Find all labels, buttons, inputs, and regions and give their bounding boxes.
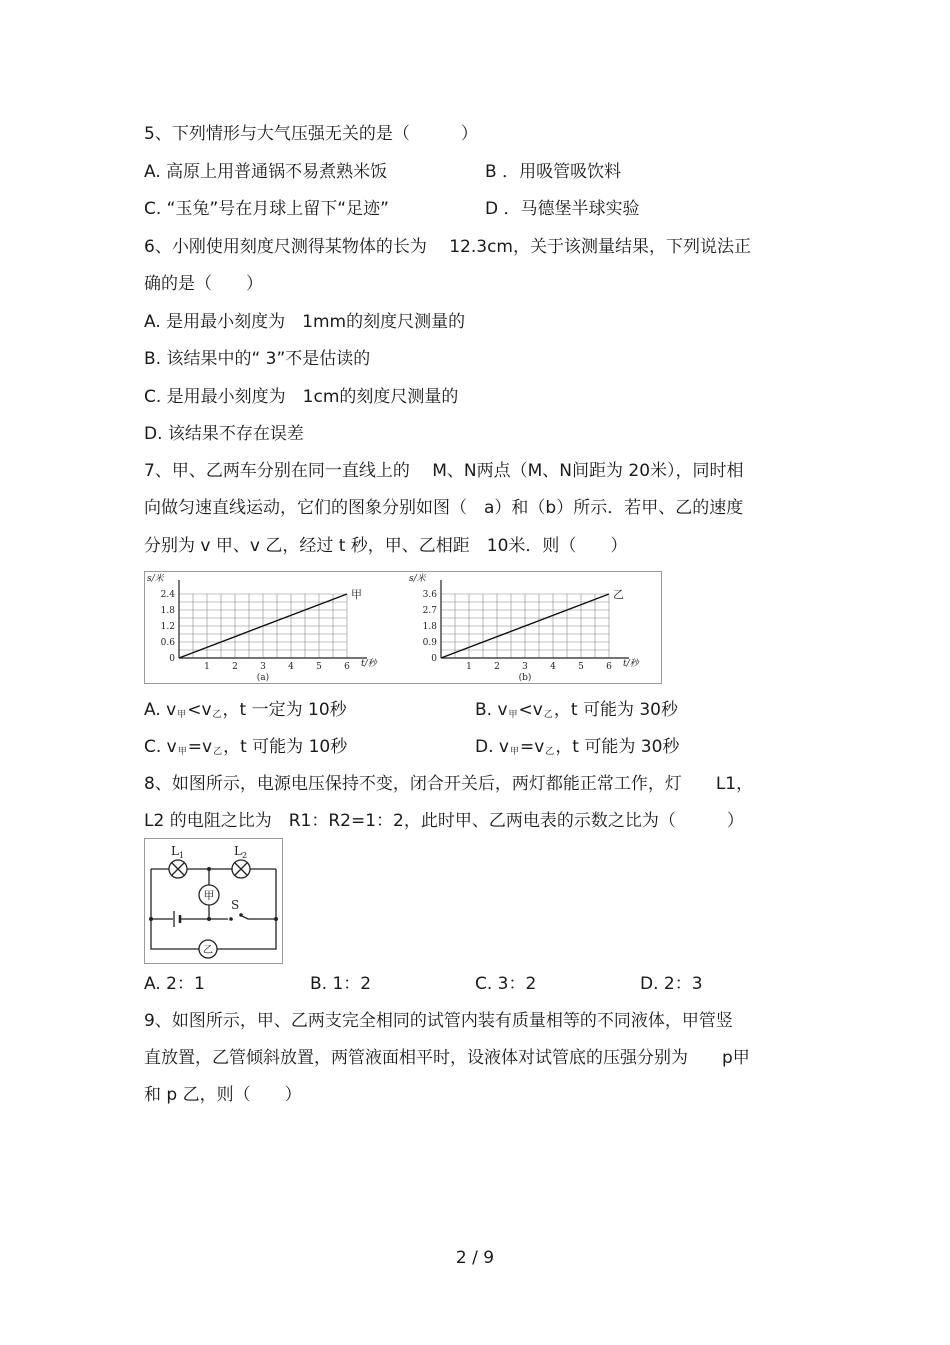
grid-a-ytick-label: 0: [169, 654, 175, 664]
q7-a-post: ，t 一定为 10秒: [222, 700, 347, 720]
q7-d-pre: D. v: [475, 737, 509, 757]
grid-a-xtick-label: 2: [232, 662, 238, 672]
q7-c-mid: =v: [187, 737, 213, 757]
circuit-battery-row: [151, 915, 276, 919]
label-l1: $L_1$: [171, 844, 185, 860]
grid-a-x-axis-label: t/秒: [361, 659, 377, 669]
meter-jia-label: 甲: [203, 889, 215, 902]
q7-a-mid: <v: [187, 700, 212, 720]
grid-b-xtick-label: 6: [606, 662, 612, 672]
q7-c-pre: C. v: [144, 737, 177, 757]
grid-a-ytick-label: 1.2: [160, 622, 175, 632]
grid-a-xtick-label: 5: [316, 662, 322, 672]
q7-stem-line1: 7、甲、乙两车分别在同一直线上的 M、N两点（M、N间距为 20米），同时相: [144, 461, 744, 481]
grid-b-xtick-label: 4: [550, 662, 556, 672]
q7-b-sub1: 甲: [508, 710, 518, 720]
q7-a-sub2: 乙: [212, 710, 222, 720]
grid-b-ytick-label: 3.6: [422, 590, 437, 600]
q7-b-sub2: 乙: [543, 710, 553, 720]
graph-b-grid: [409, 573, 641, 683]
grid-a-ytick-label: 0.6: [160, 638, 175, 648]
q7-option-c: [144, 736, 347, 763]
grid-a-ytick-label: 1.8: [160, 606, 175, 616]
grid-a-xtick-label: 3: [260, 662, 266, 672]
battery-icon: [174, 911, 180, 927]
grid-a-series-label: 甲: [351, 588, 362, 601]
switch-s-icon: [229, 913, 243, 921]
q7-stem-line3: 分别为 v 甲、v 乙，经过 t 秒，甲、乙相距 10米．则（ ）: [144, 536, 628, 556]
q7-d-sub2: 乙: [545, 747, 555, 757]
q7-c-sub2: 乙: [213, 747, 223, 757]
q9-stem-line2: 直放置，乙管倾斜放置，两管液面相平时，设液体对试管底的压强分别为 p甲: [144, 1048, 750, 1068]
grid-b-y-axis-label: s/米: [409, 574, 426, 584]
lamp-l2-icon: [232, 860, 250, 878]
grid-b-series-label: 乙: [613, 588, 624, 601]
q8-option-a: A. 2：1: [144, 974, 205, 994]
q5-stem: 5、下列情形与大气压强无关的是（ ）: [144, 124, 478, 144]
grid-b-ytick-label: 1.8: [422, 622, 437, 632]
q7-d-sub1: 甲: [509, 747, 519, 757]
q6-option-d: D. 该结果不存在误差: [144, 424, 304, 444]
q8-stem-line2: L2 的电阻之比为 R1：R2=1：2，此时甲、乙两电表的示数之比为（ ）: [144, 811, 744, 831]
grid-a-xtick-label: 6: [344, 662, 350, 672]
grid-b-x-axis-label: t/秒: [623, 659, 639, 669]
q7-b-pre: B. v: [475, 700, 508, 720]
q5-option-c: C. “玉兔”号在月球上留下“足迹”: [144, 199, 389, 219]
grid-b-xtick-label: 2: [494, 662, 500, 672]
q8-option-c: C. 3：2: [475, 974, 537, 994]
q7-a-pre: A. v: [144, 700, 177, 720]
lamp-l1-icon: [169, 860, 187, 878]
q7-d-mid: =v: [519, 737, 545, 757]
q7-d-post: ，t 可能为 30秒: [555, 737, 680, 757]
grid-a-xtick-label: 4: [288, 662, 294, 672]
q8-stem-line1: 8、如图所示，电源电压保持不变，闭合开关后，两灯都能正常工作，灯 L1，: [144, 774, 754, 794]
q5-option-a: A. 高原上用普通锅不易煮熟米饭: [144, 162, 388, 182]
q6-option-a: A. 是用最小刻度为 1mm的刻度尺测量的: [144, 312, 466, 332]
label-switch: S: [231, 898, 240, 912]
meter-yi-label: 乙: [203, 945, 213, 956]
q7-option-b: [475, 699, 678, 726]
q5-option-d: D ．马德堡半球实验: [485, 199, 640, 219]
q7-option-d: [475, 736, 679, 763]
circuit-outer-wire: [151, 869, 276, 949]
q8-circuit-svg: [145, 839, 282, 963]
grid-a-xtick-label: 1: [204, 662, 210, 672]
q8-option-b: B. 1：2: [310, 974, 372, 994]
grid-b-xtick-label: 1: [466, 662, 472, 672]
grid-a-caption: (a): [256, 673, 270, 683]
grid-b-ytick-label: 0: [431, 654, 437, 664]
q6-option-b: B. 该结果中的“ 3”不是估读的: [144, 349, 371, 369]
q9-stem-line1: 9、如图所示，甲、乙两支完全相同的试管内装有质量相等的不同液体，甲管竖: [144, 1011, 733, 1031]
q8-circuit-figure: [144, 838, 283, 964]
q6-option-c: C. 是用最小刻度为 1cm的刻度尺测量的: [144, 387, 459, 407]
grid-b-xtick-label: 3: [522, 662, 528, 672]
q8-option-d: D. 2：3: [640, 974, 703, 994]
meter-yi-icon: [199, 940, 217, 958]
q7-graphs-svg: [145, 572, 661, 683]
q7-b-mid: <v: [518, 700, 543, 720]
graph-a-grid: [147, 573, 379, 683]
q7-a-sub1: 甲: [177, 710, 187, 720]
grid-b-ytick-label: 0.9: [422, 638, 437, 648]
q7-c-sub1: 甲: [177, 747, 187, 757]
grid-b-caption: (b): [518, 673, 532, 683]
q9-stem-line3: 和 p 乙，则（ ）: [144, 1085, 302, 1105]
grid-a-ytick-label: 2.4: [160, 590, 175, 600]
q6-stem-line2: 确的是（ ）: [144, 274, 263, 294]
q7-stem-line2: 向做匀速直线运动，它们的图象分别如图（ a）和（b）所示．若甲、乙的速度: [144, 498, 744, 518]
page-number: 2 / 9: [455, 1248, 495, 1268]
q7-option-a: [144, 699, 347, 726]
label-l2: $L_2$: [234, 844, 248, 860]
q6-stem-line1: 6、小刚使用刻度尺测得某物体的长为 12.3cm，关于该测量结果，下列说法正: [144, 237, 751, 257]
meter-jia-icon: [199, 885, 219, 905]
q7-graphs-figure: [144, 571, 662, 684]
grid-a-y-axis-label: s/米: [147, 574, 164, 584]
q5-option-b: B ．用吸管吸饮料: [485, 162, 622, 182]
grid-b-ytick-label: 2.7: [422, 606, 437, 616]
q7-b-post: ，t 可能为 30秒: [553, 700, 678, 720]
q7-c-post: ，t 可能为 10秒: [223, 737, 348, 757]
grid-b-xtick-label: 5: [578, 662, 584, 672]
